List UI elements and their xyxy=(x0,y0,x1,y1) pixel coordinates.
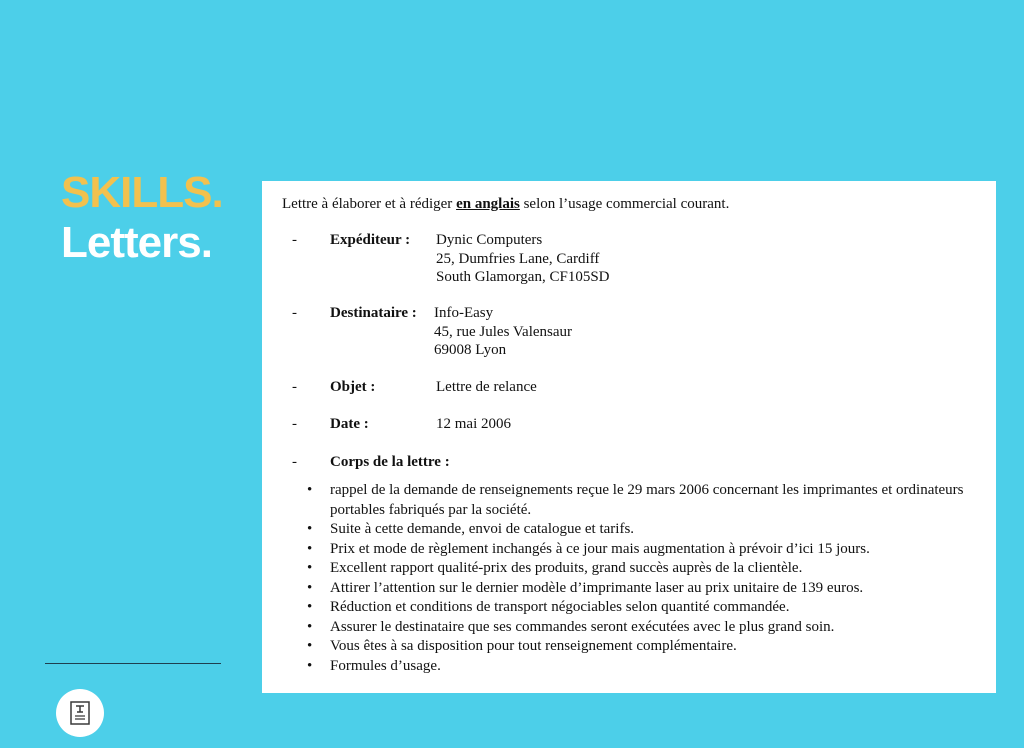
recipient-address-line2: 69008 Lyon xyxy=(434,342,507,358)
bullet-marker: • xyxy=(307,618,313,635)
dash-marker: - xyxy=(292,416,297,432)
sender-address-line1: 25, Dumfries Lane, Cardiff xyxy=(436,250,600,267)
subject-value: Lettre de relance xyxy=(436,379,537,395)
dash-marker: - xyxy=(292,232,297,248)
list-item-text: Réduction et conditions de transport négociables selon quantité commandée. xyxy=(330,599,790,615)
list-item xyxy=(304,481,984,520)
list-item xyxy=(304,579,984,599)
list-item-text: Attirer l’attention sur le dernier modèle d’imprimante laser au prix unitaire de 139 euros. xyxy=(330,579,864,596)
letter-instructions xyxy=(282,196,729,213)
letter-document xyxy=(262,181,996,693)
list-item-text: Vous êtes à sa disposition pour tout renseignement complémentaire. xyxy=(330,638,737,654)
list-item xyxy=(304,618,984,638)
intro-text: Lettre à élaborer et à rédiger xyxy=(282,196,457,212)
bullet-marker: • xyxy=(307,521,313,537)
dash-marker: - xyxy=(292,379,297,395)
list-item-text: Suite à cette demande, envoi de catalogue et tarifs. xyxy=(330,521,635,537)
list-item xyxy=(304,540,984,560)
list-item xyxy=(304,520,984,540)
subject-label: Objet : xyxy=(330,379,376,395)
list-item-text: Formules d’usage. xyxy=(330,657,441,674)
list-item-text: Assurer le destinataire que ses commandes seront exécutées avec le plus grand soin. xyxy=(330,618,835,635)
slide-title xyxy=(61,168,223,268)
bullet-marker: • xyxy=(307,579,313,596)
divider-line xyxy=(45,663,221,664)
bullet-marker: • xyxy=(307,540,313,557)
intro-emphasis: en anglais xyxy=(456,196,520,212)
bullet-marker: • xyxy=(307,657,313,674)
bullet-marker: • xyxy=(307,560,313,576)
dash-marker: - xyxy=(292,305,297,321)
body-bullet-list xyxy=(304,481,984,676)
bullet-marker: • xyxy=(307,599,313,615)
list-item xyxy=(304,559,984,579)
bullet-marker: • xyxy=(307,482,313,498)
sender-name: Dynic Computers xyxy=(436,232,543,248)
list-item xyxy=(304,637,984,657)
sender-address-line2: South Glamorgan, CF105SD xyxy=(436,269,610,285)
intro-text-end: selon l’usage commercial courant. xyxy=(519,196,730,212)
list-item-text: rappel de la demande de renseignements reçue le 29 mars 2006 concernant les imprimantes et ordinateurs portables fabriqués par la société. xyxy=(330,482,964,518)
body-label: Corps de la lettre : xyxy=(330,454,450,470)
list-item-text: Excellent rapport qualité-prix des produits, grand succès auprès de la clientèle. xyxy=(330,560,803,576)
date-label: Date : xyxy=(330,416,369,432)
recipient-name: Info-Easy xyxy=(434,305,494,321)
recipient-label: Destinataire : xyxy=(330,305,417,321)
document-icon xyxy=(70,701,90,725)
date-value: 12 mai 2006 xyxy=(436,416,511,432)
list-item xyxy=(304,598,984,618)
list-item-text: Prix et mode de règlement inchangés à ce jour mais augmentation à prévoir d’ici 15 jours. xyxy=(330,540,870,557)
title-skills: SKILLS. xyxy=(61,168,223,217)
logo-badge xyxy=(56,689,104,737)
sender-label: Expéditeur : xyxy=(330,232,411,248)
list-item xyxy=(304,657,984,677)
recipient-address-line1: 45, rue Jules Valensaur xyxy=(434,323,573,340)
title-letters: Letters. xyxy=(61,218,212,267)
bullet-marker: • xyxy=(307,638,313,654)
dash-marker: - xyxy=(292,454,297,470)
